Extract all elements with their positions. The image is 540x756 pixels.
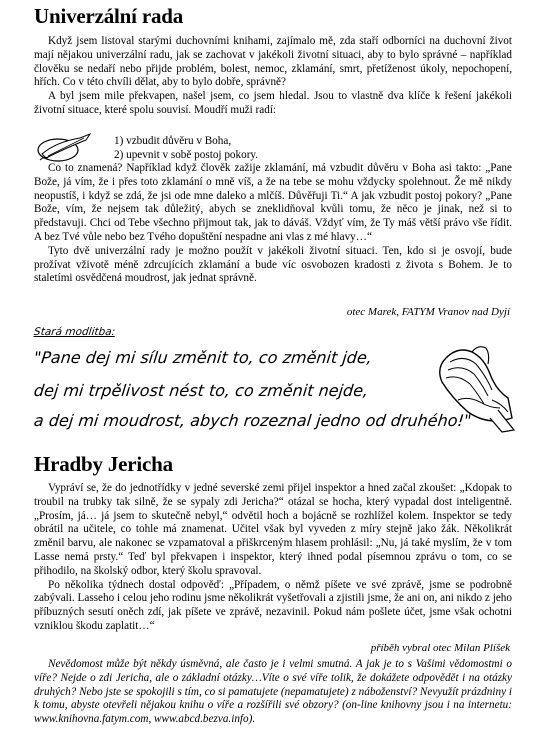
section1-body: [34, 162, 512, 286]
prayer-line-1: "Pane dej mi sílu změnit to, co změnit jde,: [33, 348, 373, 367]
paragraph: Po několika týdnech dostal odpověď: „Případem, o němž píšete ve své zprávě, jsme se podrobně zabývali. Lasseho i celou jeho rodinu jsme několikrát vyšetřovali a zjistili jsme, že ani on, ani nikdo z jeho příbuzných sesutí oněch zdí, jak píšete ve zprávě, nezavinil. Pokud nám pošlete účet, jsme však ochotni vzniklou škodu zaplatit…“: [34, 578, 512, 632]
prayer-line-2: dej mi trpělivost nést to, co změnit nejde,: [33, 381, 370, 400]
paragraph: Tyto dvě univerzální rady je možno použít v jakékoli životní situaci. Ten, kdo si je osvojí, bude prožívat vživotě méně zdrcujících zklamání a bude víc osvobozen kradosti z života s Bohem. Je to staletími osvědčená moudrost, jak jednat správně.: [34, 244, 512, 285]
signature-otec-milan: příběh vybral otec Milan Plíšek: [370, 642, 510, 654]
closing-paragraph: [34, 658, 512, 727]
list-item: 2) upevnit v sobě postoj pokory.: [114, 149, 259, 161]
prayer-line-3: a dej mi moudrost, abych rozeznal jedno od druhého!": [33, 411, 473, 430]
section-title-hradby-jericha: Hradby Jericha: [34, 452, 173, 476]
section2-body: [34, 482, 512, 634]
paragraph: Co to znamená? Například když člověk zažije zklamání, má vzbudit důvěru v Boha asi takto: „Pane Bože, já vím, že i přes toto zklamání o mně víš, a že na tebe se mohu vždycky spolehnout. Že mě nikdy neopustíš, i když se zdá, že jsi ode mne daleko a mlčíš. Důvěřuji Ti.“ A jak vzbudit postoj pokory? „Pane Bože, vím, že nejsem tak důležitý, abych se zneklidňoval kvůli tomu, že něco je jinak, než si to představuji. Chci od Tebe všechno přijmout tak, jak to dáváš. Vždyť vím, že Ty máš větší právo vše řídit. A bez Tvé vůle nebo bez Tvého dopuštění nespadne ani vlas z mé hlavy…“: [34, 162, 512, 243]
praying-hands-icon: [428, 338, 518, 434]
quill-pen-icon: [36, 128, 94, 166]
paragraph: Nevědomost může být někdy úsměvná, ale často je i velmi smutná. A jak je to s Vašimi vědomostmi o víře? Nejde o zdi Jericha, ale o základní otázky…Víte o své víře tolik, že dokážete odpovědět i na otázky druhých? Nebo jste se spokojili s tím, co si pamatujete (nepamatujete) z náboženství? Nevyužít prázdniny i k tomu, abyste otevřeli nějakou knihu o víře a rozšířili své obzory? (on-line knihovny jsou i na internetu: www.knihovna.fatym.com, www.abcd.bezva.info).: [34, 658, 512, 726]
paragraph: Když jsem listoval starými duchovními knihami, zajímalo mě, zda staří odborníci na duchovní život mají nějakou univerzální radu, jak se zachovat v jakékoli životní situaci, aby to bylo správné – například člověku se nedaří nebo přijde problém, bolest, nemoc, zklamání, smrt, přetíženost úkoly, nepochopení, hřích. Co v této chvíli dělat, aby to bylo dobře, správně?: [34, 35, 512, 89]
prayer-label: Stará modlitba:: [33, 326, 116, 338]
signature-otec-marek: otec Marek, FATYM Vranov nad Dyjí: [346, 306, 510, 318]
paragraph: A byl jsem mile překvapen, našel jsem, co jsem hledal. Jsou to vlastně dva klíče k řešení jakékoli životní situace, které spolu souvisí. Moudří muži radí:: [34, 90, 512, 116]
list-item: 1) vzbudit důvěru v Boha,: [114, 135, 232, 147]
advice-list: [114, 134, 258, 162]
paragraph: Vypráví se, že do jednotřídky v jedné severské zemi přijel inspektor a hned začal zkoušet: „Kdopak to troubil na trubky tak silně, že se sypaly zdi Jericha?“ otázal se hocha, který vypadal dost inteligentně. „Prosím, já… já jsem to skutečně nebyl,“ odvětil hoch a bojácně se rozhlížel kolem. Inspektor se tedy obrátil na učitele, co tohle má znamenat. Učitel však byl vyveden z míry stejně jako žák. Několikrát změnil barvu, ale nakonec se vzpamatoval a přiškrceným hlasem prohlásil: „Nu, já také myslím, že v tom Lasse nemá prsty.“ Teď byl překvapen i inspektor, který ihned podal písemnou zprávu o tom, co se přihodilo, na školský odbor, který školu spravoval.: [34, 482, 512, 577]
section1-intro: [34, 35, 512, 118]
section-title-univerzalni-rada: Univerzální rada: [34, 4, 184, 28]
